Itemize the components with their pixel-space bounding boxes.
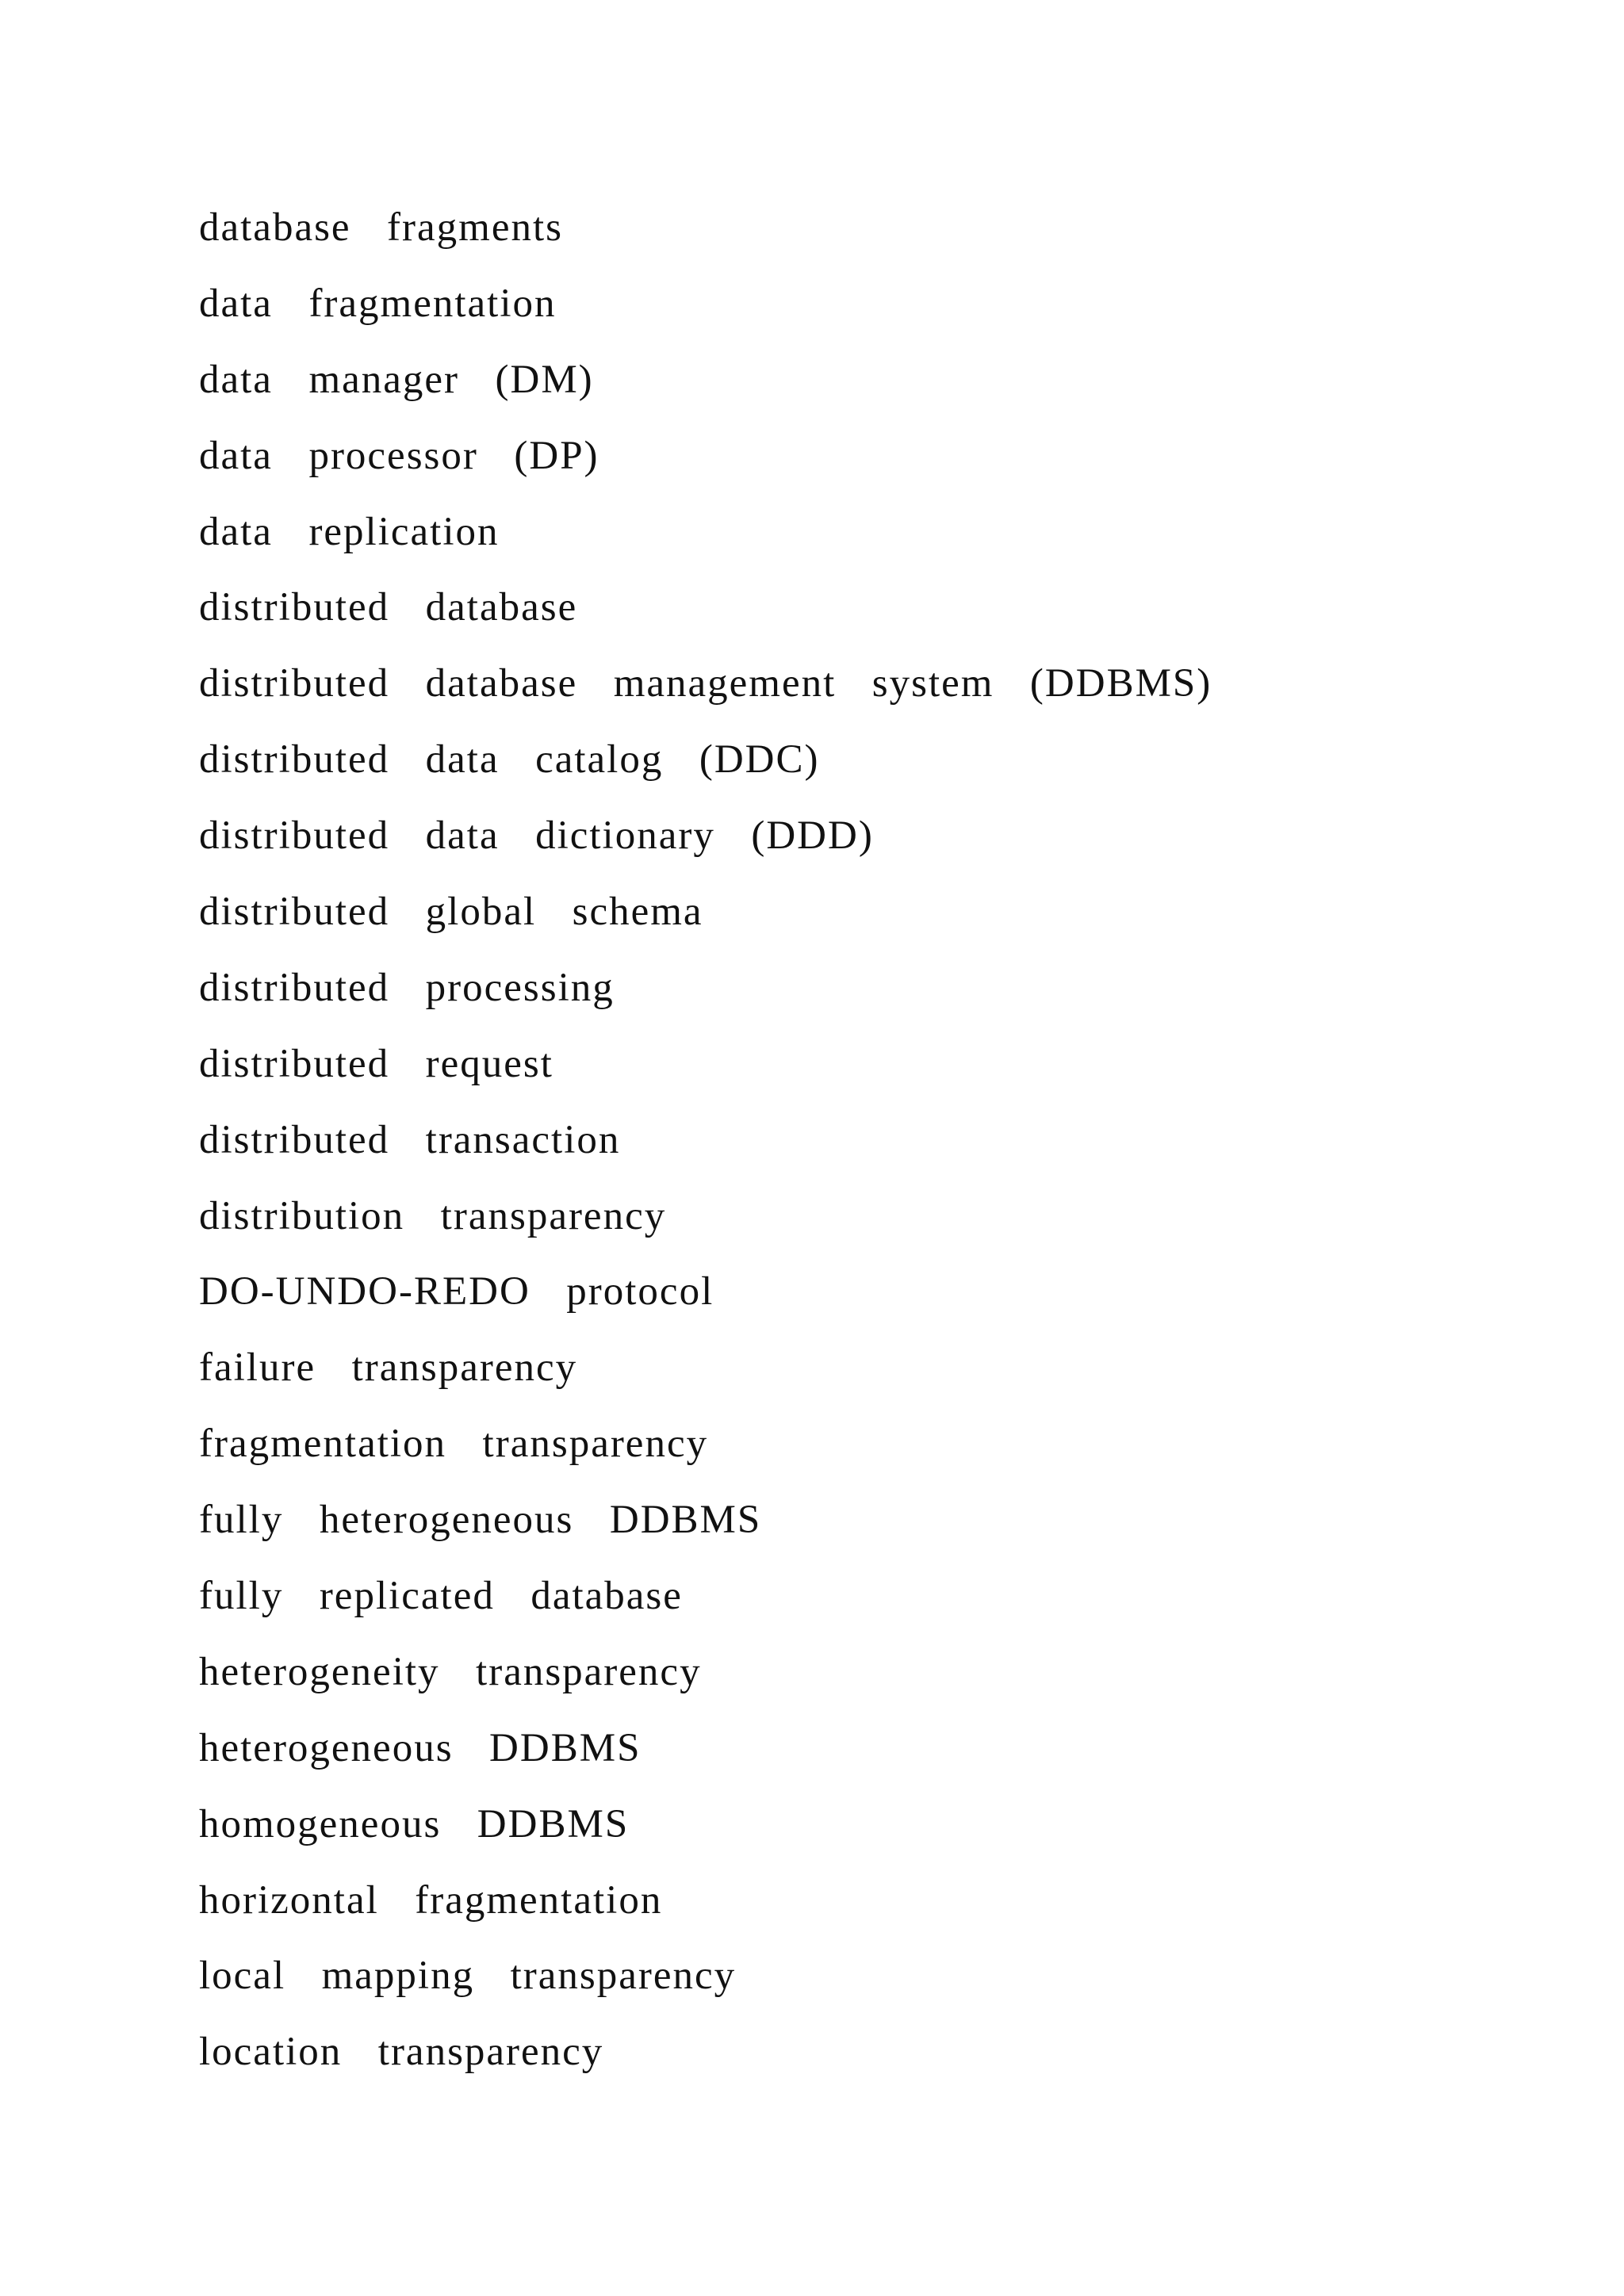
term-item: data manager (DM) — [199, 357, 594, 402]
term-item: failure transparency — [199, 1345, 578, 1391]
term-item: horizontal fragmentation — [199, 1877, 663, 1923]
term-item: data fragmentation — [199, 281, 557, 326]
term-item: heterogeneity transparency — [199, 1649, 702, 1694]
term-item: fragmentation transparency — [199, 1422, 709, 1467]
term-item: heterogeneous DDBMS — [199, 1725, 642, 1770]
term-item: distributed database — [199, 585, 578, 630]
term-list — [199, 190, 1547, 2091]
term-item: distributed database management system (DDBMS) — [199, 661, 1212, 706]
term-item: fully replicated database — [199, 1574, 683, 1619]
term-item: fully heterogeneous DDBMS — [199, 1498, 762, 1543]
term-item: distributed data catalog (DDC) — [199, 737, 820, 783]
term-item: data processor (DP) — [199, 433, 599, 478]
term-item: data replication — [199, 509, 500, 554]
term-item: distributed transaction — [199, 1117, 621, 1162]
term-item: homogeneous DDBMS — [199, 1801, 630, 1846]
term-item: DO-UNDO-REDO protocol — [199, 1269, 714, 1314]
term-item: distributed processing — [199, 965, 615, 1010]
term-item: distribution transparency — [199, 1193, 667, 1238]
term-item: local mapping transparency — [199, 1954, 737, 1999]
term-item: distributed data dictionary (DDD) — [199, 813, 874, 859]
term-item: location transparency — [199, 2030, 604, 2075]
term-item: distributed global schema — [199, 890, 703, 935]
term-item: database fragments — [199, 205, 563, 250]
term-item: distributed request — [199, 1041, 553, 1086]
